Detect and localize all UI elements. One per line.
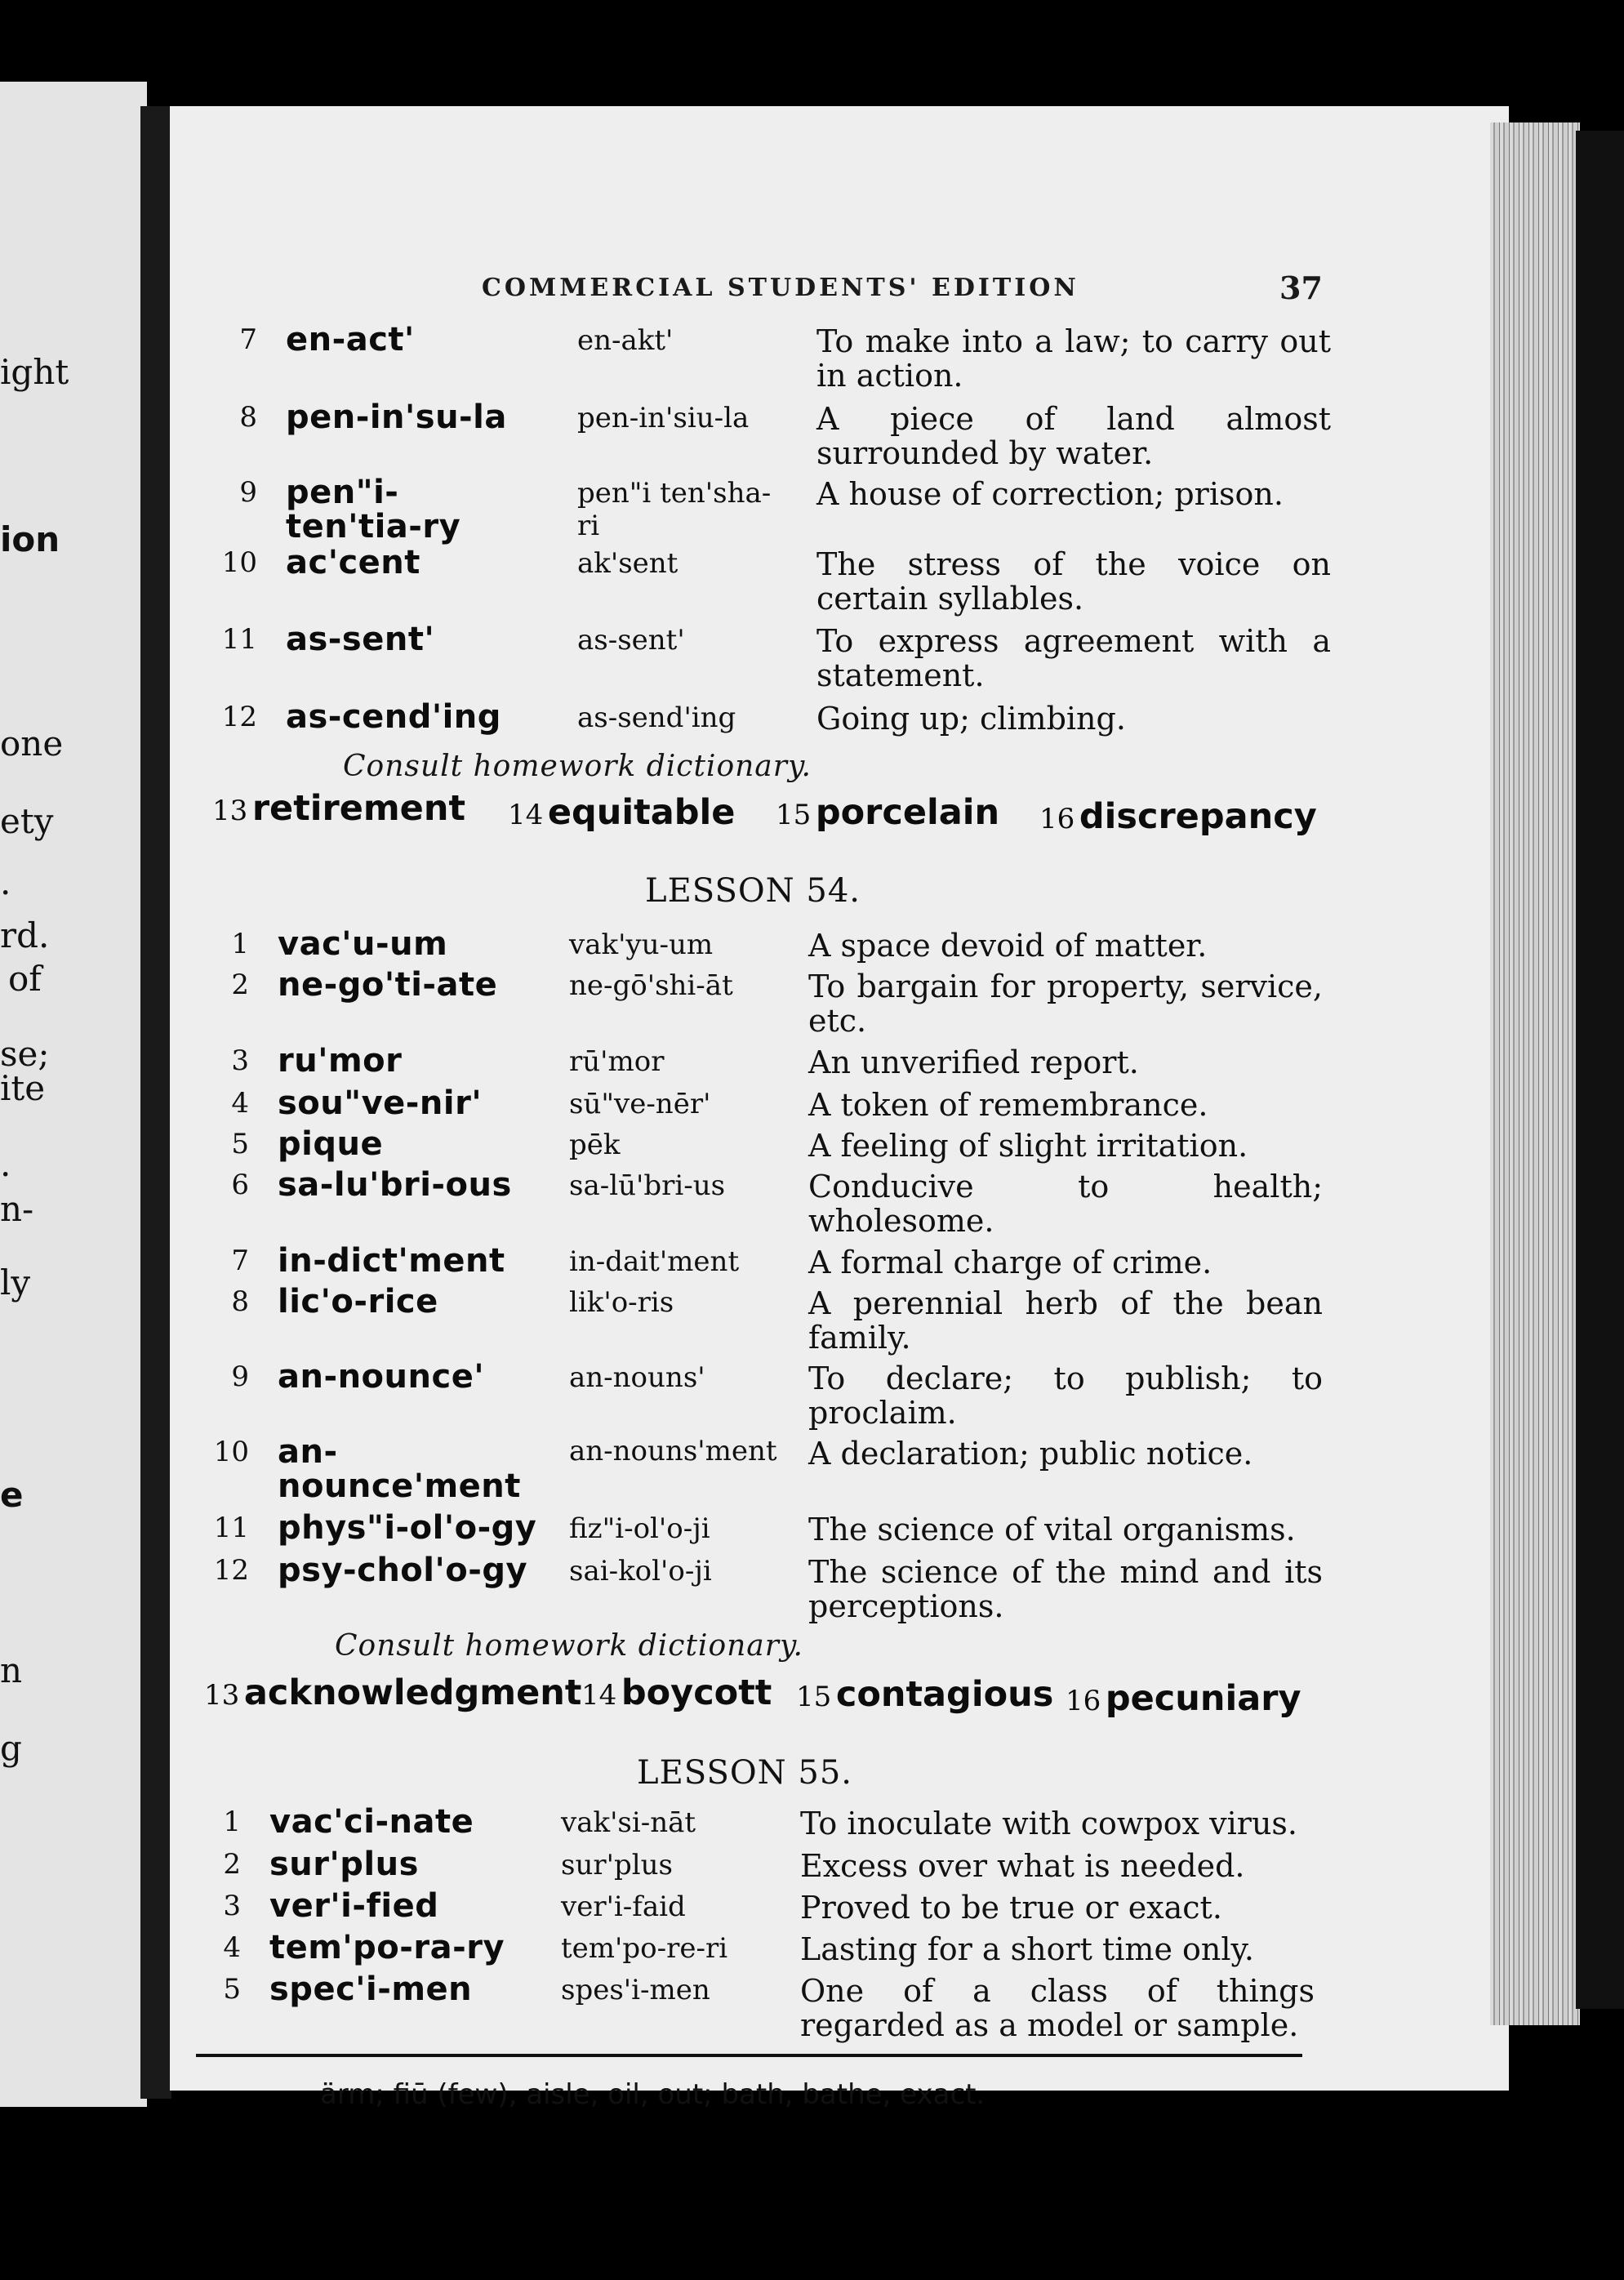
entry-pronunciation: sa-lū'bri-us bbox=[569, 1169, 726, 1202]
entry-pronunciation: pēk bbox=[569, 1129, 621, 1161]
left-page-fragment: ight bbox=[0, 352, 69, 392]
left-page-fragment: . bbox=[0, 1144, 11, 1184]
entry-pronunciation: vak'si-nāt bbox=[561, 1806, 696, 1839]
review-text: pecuniary bbox=[1105, 1678, 1301, 1719]
entry-definition: The stress of the voice on certain syllables. bbox=[816, 546, 1331, 617]
entry-number: 1 bbox=[231, 928, 249, 960]
entry-definition: Excess over what is needed. bbox=[800, 1848, 1245, 1884]
entry-pronunciation: ak'sent bbox=[577, 547, 679, 580]
entry-number: 5 bbox=[223, 1973, 241, 2006]
consult-note: Consult homework dictionary. bbox=[335, 1629, 803, 1663]
entry-word: as-cend'ing bbox=[286, 698, 501, 736]
entry-word: psy-chol'o-gy bbox=[278, 1552, 528, 1589]
entry-pronunciation: rū'mor bbox=[569, 1045, 665, 1078]
vocab-entry bbox=[192, 1887, 1302, 1926]
entry-number: 9 bbox=[239, 476, 257, 509]
entry-word: sou"ve-nir' bbox=[278, 1084, 483, 1122]
review-text: retirement bbox=[251, 788, 466, 829]
entry-definition: The science of vital organisms. bbox=[808, 1512, 1296, 1547]
entry-pronunciation: as-send'ing bbox=[577, 701, 736, 734]
review-text: acknowledgment bbox=[243, 1672, 582, 1713]
left-page-fragment: ion bbox=[0, 519, 60, 559]
entry-definition: An unverified report. bbox=[808, 1044, 1139, 1080]
entry-pronunciation: sur'plus bbox=[561, 1849, 673, 1881]
page-number: 37 bbox=[1279, 269, 1323, 306]
left-page-fragment: . bbox=[0, 862, 11, 902]
review-number: 13 bbox=[212, 795, 248, 827]
review-number: 15 bbox=[776, 799, 812, 831]
entry-definition: A declaration; public notice. bbox=[808, 1436, 1253, 1472]
entry-pronunciation: sū"ve-nēr' bbox=[569, 1088, 711, 1120]
entry-pronunciation: an-nouns'ment bbox=[569, 1435, 777, 1467]
vocab-entry bbox=[200, 1166, 1323, 1239]
vocab-entry bbox=[208, 698, 1319, 737]
left-page-fragment: ety bbox=[0, 801, 54, 841]
consult-note: Consult homework dictionary. bbox=[343, 750, 812, 783]
left-page-fragment: n- bbox=[0, 1189, 34, 1229]
entry-word: ac'cent bbox=[286, 544, 420, 581]
entry-definition: Going up; climbing. bbox=[816, 701, 1126, 737]
entry-number: 10 bbox=[213, 1436, 249, 1468]
vocab-entry bbox=[200, 1242, 1310, 1280]
entry-number: 7 bbox=[239, 323, 257, 356]
page-edges bbox=[1490, 122, 1580, 2025]
entry-word: vac'u-um bbox=[278, 925, 448, 963]
review-word bbox=[1039, 796, 1317, 837]
entry-word: en-act' bbox=[286, 321, 415, 358]
entry-definition: Conducive to health; wholesome. bbox=[808, 1169, 1323, 1239]
entry-pronunciation: sai-kol'o-ji bbox=[569, 1555, 712, 1588]
entry-number: 12 bbox=[213, 1554, 249, 1587]
entry-word: sa-lu'bri-ous bbox=[278, 1166, 512, 1204]
running-header: COMMERCIAL STUDENTS' EDITION bbox=[482, 274, 1079, 302]
vocab-entry bbox=[192, 1971, 1315, 2043]
entry-definition: To make into a law; to carry out in action. bbox=[816, 323, 1331, 394]
entry-definition: To express agreement with a statement. bbox=[816, 623, 1331, 693]
entry-definition: Lasting for a short time only. bbox=[800, 1931, 1255, 1967]
entry-pronunciation: en-akt' bbox=[577, 324, 674, 357]
entry-number: 3 bbox=[223, 1890, 241, 1922]
review-word bbox=[1066, 1678, 1301, 1719]
review-number: 13 bbox=[204, 1679, 240, 1712]
entry-pronunciation: pen-in'siu-la bbox=[577, 402, 750, 434]
entry-word: pen-in'su-la bbox=[286, 399, 507, 436]
vocab-entry bbox=[200, 1042, 1310, 1080]
entry-definition: A feeling of slight irritation. bbox=[808, 1128, 1248, 1164]
entry-number: 10 bbox=[221, 546, 257, 579]
vocab-entry bbox=[192, 1846, 1302, 1884]
left-page-fragment: g bbox=[0, 1728, 22, 1768]
review-text: contagious bbox=[835, 1674, 1054, 1715]
entry-number: 7 bbox=[231, 1245, 249, 1277]
entry-pronunciation: tem'po-re-ri bbox=[561, 1932, 728, 1965]
vocab-entry bbox=[200, 966, 1323, 1039]
review-text: boycott bbox=[621, 1672, 772, 1713]
left-page-fragment: one bbox=[0, 724, 64, 764]
entry-number: 4 bbox=[223, 1931, 241, 1964]
entry-word: pique bbox=[278, 1125, 384, 1163]
review-number: 15 bbox=[796, 1681, 832, 1713]
entry-number: 8 bbox=[231, 1285, 249, 1318]
vocab-entry bbox=[192, 1929, 1302, 1967]
entry-word: vac'ci-nate bbox=[269, 1803, 474, 1841]
review-word bbox=[508, 792, 735, 833]
entry-definition: Proved to be true or exact. bbox=[800, 1890, 1222, 1926]
entry-number: 1 bbox=[223, 1806, 241, 1838]
entry-definition: A perennial herb of the bean family. bbox=[808, 1285, 1323, 1356]
entry-pronunciation: vak'yu-um bbox=[569, 928, 714, 961]
vocab-entry bbox=[200, 1084, 1310, 1123]
book-gutter bbox=[140, 106, 171, 2099]
vocab-entry bbox=[208, 399, 1331, 471]
left-page-fragment: ite bbox=[0, 1068, 46, 1108]
entry-pronunciation: lik'o-ris bbox=[569, 1286, 674, 1319]
review-number: 14 bbox=[508, 799, 544, 831]
review-word bbox=[212, 788, 465, 829]
entry-word: as-sent' bbox=[286, 621, 435, 658]
entry-word: phys"i-ol'o-gy bbox=[278, 1509, 537, 1547]
entry-word: sur'plus bbox=[269, 1846, 419, 1883]
entry-word: in-dict'ment bbox=[278, 1242, 505, 1280]
vocab-entry bbox=[200, 1283, 1323, 1356]
entry-definition: To bargain for property, service, etc. bbox=[808, 969, 1323, 1039]
entry-number: 2 bbox=[223, 1848, 241, 1881]
entry-number: 4 bbox=[231, 1087, 249, 1120]
entry-definition: A house of correction; prison. bbox=[816, 476, 1284, 512]
entry-word: spec'i-men bbox=[269, 1971, 473, 2008]
vocab-entry bbox=[200, 925, 1310, 964]
entry-word: ne-go'ti-ate bbox=[278, 966, 498, 1004]
entry-definition: The science of the mind and its perceptions. bbox=[808, 1554, 1323, 1624]
entry-pronunciation: spes'i-men bbox=[561, 1974, 710, 2006]
entry-number: 3 bbox=[231, 1044, 249, 1077]
vocab-entry bbox=[200, 1125, 1310, 1164]
vocab-entry bbox=[192, 1803, 1302, 1841]
left-page-fragment: se; bbox=[0, 1034, 50, 1074]
review-text: equitable bbox=[547, 792, 736, 833]
entry-definition: A space devoid of matter. bbox=[808, 928, 1208, 964]
review-text: porcelain bbox=[815, 792, 1000, 833]
entry-definition: One of a class of things regarded as a model or sample. bbox=[800, 1973, 1315, 2043]
entry-number: 8 bbox=[239, 401, 257, 434]
entry-pronunciation: as-sent' bbox=[577, 624, 685, 657]
entry-number: 5 bbox=[231, 1128, 249, 1160]
lesson-title: LESSON 54. bbox=[645, 872, 861, 910]
entry-pronunciation: pen"i ten'sha-ri bbox=[577, 477, 772, 542]
entry-definition: A piece of land almost surrounded by water. bbox=[816, 401, 1331, 471]
left-page-fragment: rd. bbox=[0, 915, 50, 955]
review-text: discrepancy bbox=[1079, 796, 1317, 837]
review-number: 16 bbox=[1039, 803, 1075, 835]
entry-pronunciation: ver'i-faid bbox=[561, 1890, 686, 1923]
footer-rule bbox=[196, 2054, 1302, 2057]
review-word bbox=[796, 1674, 1053, 1715]
entry-number: 2 bbox=[231, 969, 249, 1001]
entry-word: pen"i-ten'tia-ry bbox=[286, 474, 461, 546]
entry-definition: To declare; to publish; to proclaim. bbox=[808, 1360, 1323, 1431]
review-word bbox=[776, 792, 999, 833]
vocab-entry bbox=[200, 1358, 1323, 1431]
entry-word: ru'mor bbox=[278, 1042, 403, 1080]
review-word bbox=[204, 1672, 581, 1713]
entry-pronunciation: an-nouns' bbox=[569, 1361, 705, 1394]
entry-word: tem'po-ra-ry bbox=[269, 1929, 505, 1966]
pronunciation-key: ärm; fiū (few), aisle, oil, out; bath, bathe, exact. bbox=[320, 2078, 986, 2111]
vocab-entry bbox=[208, 474, 1319, 546]
vocab-entry bbox=[208, 544, 1331, 617]
entry-definition: A token of remembrance. bbox=[808, 1087, 1208, 1123]
book-edge-shadow bbox=[1576, 131, 1624, 2009]
vocab-entry bbox=[208, 621, 1331, 693]
left-page-fragment: n bbox=[0, 1650, 23, 1690]
entry-definition: To inoculate with cowpox virus. bbox=[800, 1806, 1298, 1841]
left-page-fragment: e bbox=[0, 1475, 24, 1515]
entry-pronunciation: in-dait'ment bbox=[569, 1245, 740, 1278]
entry-word: lic'o-rice bbox=[278, 1283, 438, 1320]
review-number: 16 bbox=[1066, 1685, 1101, 1717]
lesson-title: LESSON 55. bbox=[637, 1754, 852, 1792]
entry-pronunciation: fiz"i-ol'o-ji bbox=[569, 1512, 710, 1545]
entry-word: an-nounce'ment bbox=[278, 1433, 521, 1505]
vocab-entry bbox=[208, 321, 1331, 394]
entry-word: an-nounce' bbox=[278, 1358, 485, 1396]
entry-number: 9 bbox=[231, 1360, 249, 1393]
entry-definition: A formal charge of crime. bbox=[808, 1245, 1212, 1280]
entry-number: 11 bbox=[221, 623, 257, 656]
entry-number: 12 bbox=[221, 701, 257, 733]
entry-number: 6 bbox=[231, 1169, 249, 1201]
entry-pronunciation: ne-gō'shi-āt bbox=[569, 969, 733, 1002]
entry-number: 11 bbox=[213, 1512, 249, 1544]
left-page-fragment: of bbox=[8, 959, 42, 999]
review-word bbox=[581, 1672, 772, 1713]
vocab-entry bbox=[200, 1433, 1310, 1505]
vocab-entry bbox=[200, 1509, 1310, 1547]
left-page-fragment: ly bbox=[0, 1262, 31, 1303]
review-number: 14 bbox=[581, 1679, 617, 1712]
entry-word: ver'i-fied bbox=[269, 1887, 439, 1925]
vocab-entry bbox=[200, 1552, 1323, 1624]
